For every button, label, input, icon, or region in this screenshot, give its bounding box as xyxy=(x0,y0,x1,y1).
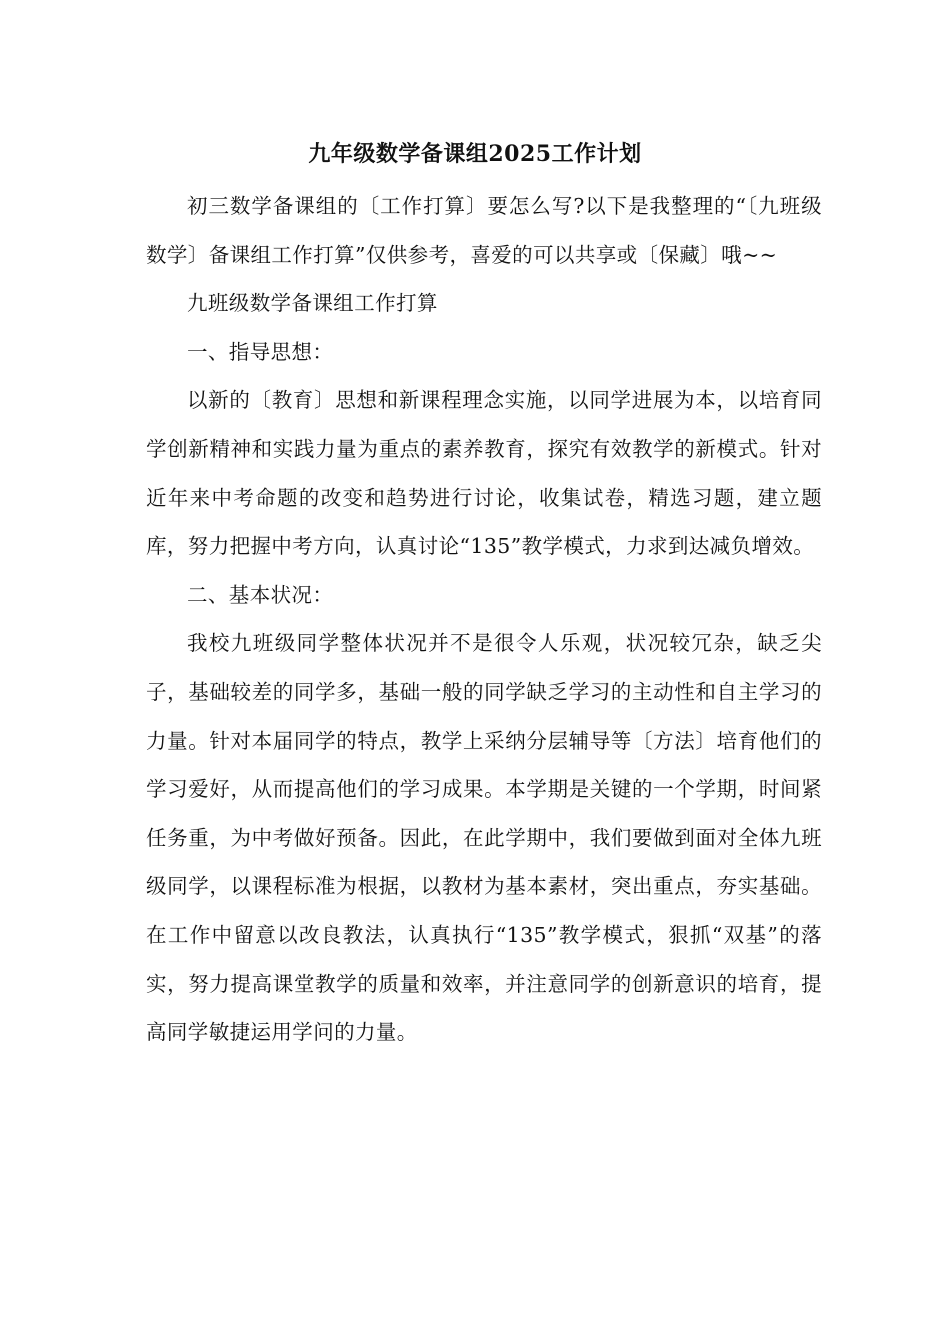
plan-heading: 九班级数学备课组工作打算 xyxy=(187,291,438,316)
intro-paragraph: 初三数学备课组的〔工作打算〕要怎么写?以下是我整理的“〔九班级数学〕备课组工作打算”仅供参考，喜爱的可以共享或〔保藏〕哦~~ xyxy=(146,194,822,267)
document-title: 九年级数学备课组2025工作计划 xyxy=(308,141,642,167)
guiding-thought-paragraph: 以新的〔教育〕思想和新课程理念实施，以同学进展为本，以培育同学创新精神和实践力量为重点的素养教育，探究有效教学的新模式。针对近年来中考命题的改变和趋势进行讨论，收集试卷，精选习题，建立题库，努力把握中考方向，认真讨论“135”教学模式，力求到达减负增效。 xyxy=(146,388,822,559)
basic-situation-paragraph: 我校九班级同学整体状况并不是很令人乐观，状况较冗杂，缺乏尖子，基础较差的同学多，基础一般的同学缺乏学习的主动性和自主学习的力量。针对本届同学的特点，教学上采纳分层辅导等〔方法〕培育他们的学习爱好，从而提高他们的学习成果。本学期是关键的一个学期，时间紧任务重，为中考做好预备。因此，在此学期中，我们要做到面对全体九班级同学，以课程标准为根据，以教材为基本素材，突出重点，夯实基础。在工作中留意以改良教法，认真执行“135”教学模式，狠抓“双基”的落实，努力提高课堂教学的质量和效率，并注意同学的创新意识的培育，提高同学敏捷运用学问的力量。 xyxy=(146,631,822,1045)
section-heading-guiding-thought: 一、指导思想： xyxy=(187,339,334,364)
section-heading-basic-situation: 二、基本状况： xyxy=(187,582,334,607)
document-body xyxy=(146,182,822,1057)
